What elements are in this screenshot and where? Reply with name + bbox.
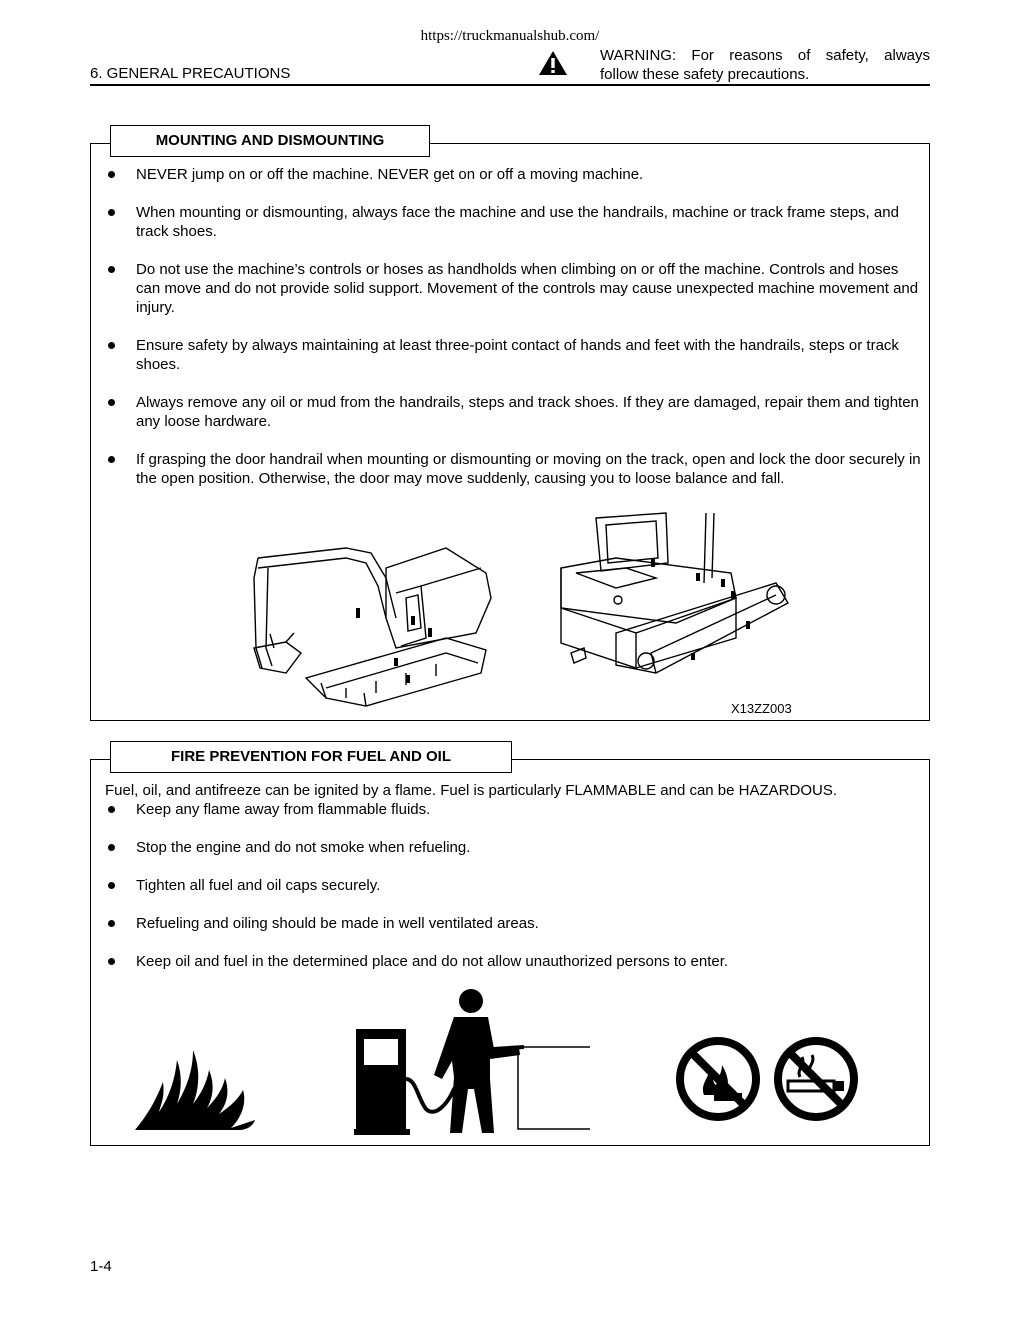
fire-intro: Fuel, oil, and antifreeze can be ignited by a flame. Fuel is particularly FLAMMABLE and can be HAZARDOUS.: [105, 782, 838, 799]
no-smoking-icon: [772, 1035, 860, 1123]
fire-prevention-section: [90, 748, 930, 1146]
excavator-rear-illustration: [556, 513, 796, 683]
fire-section-title: FIRE PREVENTION FOR FUEL AND OIL: [110, 741, 512, 773]
no-open-flame-icon: [674, 1035, 762, 1123]
mounting-section-title: MOUNTING AND DISMOUNTING: [110, 125, 430, 157]
header-rule: [90, 84, 930, 86]
list-item: Ensure safety by always maintaining at least three-point contact of hands and feet with the handrails, steps or track shoes.: [105, 336, 921, 374]
warning-text: [600, 46, 930, 84]
refueling-person-icon: [354, 989, 594, 1139]
mounting-list: [105, 165, 921, 507]
list-item: If grasping the door handrail when mounting or dismounting or moving on the track, open and lock the door securely in the open position. Otherwise, the door may move suddenly, causing you to loose balance and fall.: [105, 450, 921, 488]
excavator-side-illustration: [246, 538, 496, 708]
page-number: 1-4: [90, 1258, 112, 1275]
list-item: Refueling and oiling should be made in well ventilated areas.: [105, 914, 921, 933]
fire-list: [105, 800, 921, 990]
source-url: https://truckmanualshub.com/: [420, 28, 600, 44]
warning-triangle-icon: [538, 50, 568, 76]
section-title: 6. GENERAL PRECAUTIONS: [90, 65, 291, 82]
list-item: Keep oil and fuel in the determined place and do not allow unauthorized persons to enter.: [105, 952, 921, 971]
warning-line-2: follow these safety precautions.: [600, 66, 810, 83]
list-item: Tighten all fuel and oil caps securely.: [105, 876, 921, 895]
flame-icon: [135, 1042, 260, 1132]
list-item: Always remove any oil or mud from the handrails, steps and track shoes. If they are damaged, repair them and tighten any loose hardware.: [105, 393, 921, 431]
list-item: Do not use the machine’s controls or hoses as handholds when climbing on or off the machine. Controls and hoses can move and do not provide solid support. Movement of the controls may cause unexpected machine movement and injury.: [105, 260, 921, 317]
figure-code: X13ZZ003: [731, 701, 792, 716]
list-item: NEVER jump on or off the machine. NEVER get on or off a moving machine.: [105, 165, 921, 184]
list-item: Keep any flame away from flammable fluids.: [105, 800, 921, 819]
list-item: When mounting or dismounting, always face the machine and use the handrails, machine or track frame steps, and track shoes.: [105, 203, 921, 241]
warning-line-1: WARNING: For reasons of safety, always: [600, 47, 930, 64]
list-item: Stop the engine and do not smoke when refueling.: [105, 838, 921, 857]
mounting-section: [90, 132, 930, 721]
